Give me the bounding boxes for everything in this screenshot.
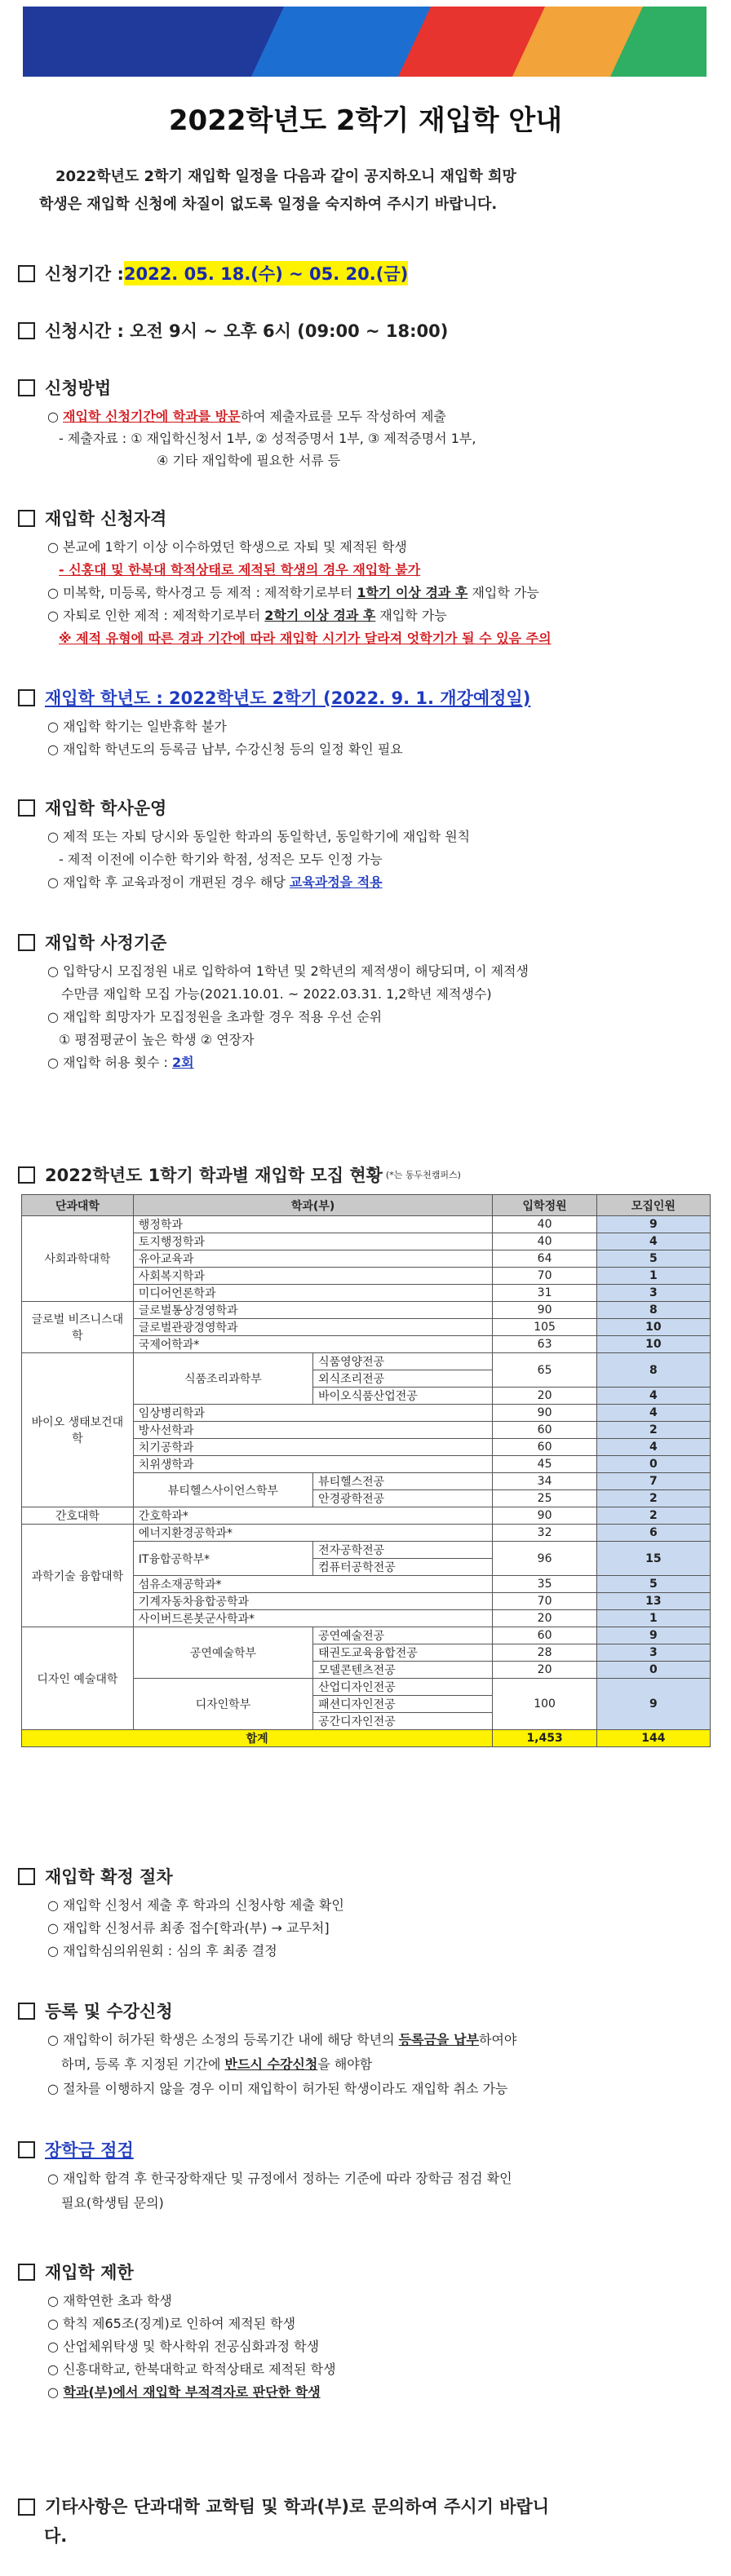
table-row: 글로벌 비즈니스대학 글로벌통상경영학과 90 8 bbox=[22, 1302, 711, 1319]
table-row: 패션디자인전공 bbox=[22, 1696, 711, 1713]
table-row: 섬유소재공학과* 35 5 bbox=[22, 1576, 711, 1593]
table-row: 간호대학 간호학과* 90 2 bbox=[22, 1507, 711, 1525]
table-row: 과학기술 융합대학 에너지환경공학과* 32 6 bbox=[22, 1525, 711, 1542]
section-apply-time: 신청시간 : 오전 9시 ~ 오후 6시 (09:00 ~ 18:00) bbox=[18, 318, 448, 343]
checkbox-icon bbox=[18, 689, 35, 706]
checkbox-icon bbox=[18, 799, 35, 817]
table-row: 국제어학과* 63 10 bbox=[22, 1336, 711, 1353]
section-confirm: 재입학 확정 절차 bbox=[18, 1864, 173, 1888]
checkbox-icon bbox=[18, 510, 35, 527]
table-row: 모델콘텐츠전공 20 0 bbox=[22, 1662, 711, 1679]
table-row: 기계자동차융합공학과 70 13 bbox=[22, 1593, 711, 1610]
table-row: 임상병리학과 90 4 bbox=[22, 1405, 711, 1422]
table-row: 토지행정학과 40 4 bbox=[22, 1233, 711, 1250]
checkbox-icon bbox=[18, 2003, 35, 2020]
section-register: 등록 및 수강신청 bbox=[18, 1998, 173, 2023]
table-row: 뷰티헬스사이언스학부 뷰티헬스전공 34 7 bbox=[22, 1473, 711, 1490]
section-limit: 재입학 제한 bbox=[18, 2260, 134, 2284]
checkbox-icon bbox=[18, 379, 35, 396]
checkbox-icon bbox=[18, 265, 35, 282]
table-total-row: 합계 1,453 144 bbox=[22, 1730, 711, 1747]
table-row: 바이오 생태보건대학 식품조리과학부 식품영양전공 65 8 bbox=[22, 1353, 711, 1370]
intro-text: 2022학년도 2학기 재입학 일정을 다음과 같이 공지하오니 재입학 희망 학생은 재입학 신청에 차질이 없도록 일정을 숙지하여 주시기 바랍니다. bbox=[39, 168, 516, 213]
table-row: 사회과학대학 행정학과 40 9 bbox=[22, 1216, 711, 1233]
section-scholarship: 장학금 점검 bbox=[18, 2137, 134, 2162]
table-row: 방사선학과 60 2 bbox=[22, 1422, 711, 1439]
method-line-1: ○ 재입학 신청기간에 학과를 방문하여 제출자료를 모두 작성하여 제출 bbox=[47, 409, 446, 424]
checkbox-icon bbox=[18, 1166, 35, 1184]
table-row: 사이버드론봇군사학과* 20 1 bbox=[22, 1610, 711, 1627]
table-row: 태권도교육융합전공 28 3 bbox=[22, 1644, 711, 1662]
notice-page: 2022학년도 2학기 재입학 안내 2022학년도 2학기 재입학 일정을 다음과 같이 공지하오니 재입학 희망 학생은 재입학 신청에 차질이 없도록 일정을 숙지하여 주시기 바랍니다. 신청기간 : 2022. 05. 18.(수) ~ 05. 20.(금) 신청시간 : 오전 9시 ~ 오후 6시 (09:00 ~ 18:00) 신청방법 ○ 재입학 신청기간에 학과를 방문하여 제출자료를 모두 작성하여 제출 - 제출자료 : ① 재입학신청서 1부, ② 성적증명서 1부, ③ 제적증명서 1부, ④ 기타 재입학에 필요한 서류 등 재입학 신청자격 ○ 본교에 1학기 이상 이수하였던 학생으로 자퇴 및 제적된 학생 - 신홍대 및 한북대 학적상태로 제적된 학생의 경우 재입학 불가 ○ 미복학, 미등록, 학사경고 등 제적 : 제적학기로부터 1학기 이상 경과 후 재입학 가능 ○ 자퇴로 인한 제적 : 제적학기로부터 2학기 이상 경과 후 재입학 가능 ※ 제적 유형에 따른 경과 기간에 따라 재입학 시기가 달라져 엇학기가 될 수 있음 주의 재입학 학년도 : 2022학년도 2학기 (2022. 9. 1. 개강예정일) ○ 재입학 학기는 일반휴학 불가 ○ 재입학 학년도의 등록금 납부, 수강신청 등의 일정 확인 필요 재입학 학사운영 ○ 제적 또는 자퇴 당시와 동일한 학과의 동일학년, 동일학기에 재입학 원칙 - 제적 이전에 이수한 학기와 학점, 성적은 모두 인정 가능 ○ 재입학 후 교육과정이 개편된 경우 해당 교육과정을 적용 재입학 사정기준 ○ 입학당시 모집정원 내로 입학하여 1학년 및 2학년의 제적생이 해당되며, 이 제적생 수만큼 재입학 모집 가능(2021.10.01. ~ 2022.03.31. 1,2학년 제적생수) ○ 재입학 희망자가 모집정원을 초과할 경우 적용 우선 순위 ① 평점평균이 높은 학생 ② 연장자 ○ 재입학 허용 횟수 : 2회 2022학년도 1학기 학과별 재입학 모집 현황 (*는 동두천캠퍼스) 단과대학 학과(부) 입학정원 모집인원 사회과학대학 행정학과 40 9 토지행정학과 40 4 유아교육과 64 5 사회복지학과 70 1 미디어언론학과 31 3 글로벌 비즈니스대학 글로벌통상경영학과 90 8 글로벌관광경영학과 105 10 국제어학과* 63 10 바이오 생태보건대학 식품조리과학부 식품영양전공 65 8 외식조리전공 바이오식품산업전공 20 4 임상병리학과 90 4 방사선학과 60 2 치기공학과 60 4 치위생학과 45 0 뷰티헬스사이언스학부 뷰티헬스전공 34 7 안경광학전공 25 2 간호대학 간호학과* 90 2 과학기술 융합대학 에너지환경공학과* 32 6 IT융합공학부* 전자공학전공 96 15 컴퓨터공학전공 섬유소재공학과* 35 5 기계자동차융합공학과 70 13 사이버드론봇군사학과* 20 1 디자인 예술대학 공연예술학부 공연예술전공 60 9 태권도교육융합전공 28 3 모델콘텐츠전공 20 0 디자인학부 산업디자인전공 100 9 패션디자인전공 공간디자인전공 합계 1,453 144 재입학 확정 절차 ○ 재입학 신청서 제출 후 학과의 신청사항 제출 확인 ○ 재입학 신청서류 최종 접수[학과(부) → 교무처] ○ 재입학심의위원회 : 심의 후 최종 결정 등록 및 수강신청 ○ 재입학이 허가된 학생은 소정의 등록기간 내에 해당 학년의 등록금을 납부하여야 하며, 등록 후 지정된 기간에 반드시 수강신청을 해야함 ○ 절차를 이행하지 않을 경우 이미 재입학이 허가된 학생이라도 재입학 취소 가능 장학금 점검 ○ 재입학 합격 후 한국장학재단 및 규정에서 정하는 기준에 따라 장학금 점검 확인 필요(학생팀 문의) 재입학 제한 ○ 재학연한 초과 학생 ○ 학칙 제65조(징계)로 인하여 제적된 학생 ○ 산업체위탁생 및 학사학위 전공심화과정 학생 ○ 신흥대학교, 한북대학교 학적상태로 제적된 학생 ○ 학과(부)에서 재입학 부적격자로 판단한 학생 기타사항은 단과대학 교학팀 및 학과(부)로 문의하여 주시기 바랍니 다. bbox=[0, 0, 731, 2576]
section-qualification: 재입학 신청자격 bbox=[18, 506, 166, 530]
section-year-term: 재입학 학년도 : 2022학년도 2학기 (2022. 9. 1. 개강예정일) bbox=[18, 685, 530, 710]
table-row: 디자인 예술대학 공연예술학부 공연예술전공 60 9 bbox=[22, 1627, 711, 1644]
section-method: 신청방법 bbox=[18, 375, 111, 400]
section-recruit-table: 2022학년도 1학기 학과별 재입학 모집 현황 (*는 동두천캠퍼스) bbox=[18, 1162, 461, 1187]
header-banner bbox=[23, 7, 707, 77]
table-row: 외식조리전공 bbox=[22, 1370, 711, 1388]
table-row: 치위생학과 45 0 bbox=[22, 1456, 711, 1473]
table-row: 유아교육과 64 5 bbox=[22, 1250, 711, 1268]
table-row: 글로벌관광경영학과 105 10 bbox=[22, 1319, 711, 1336]
table-row: 컴퓨터공학전공 bbox=[22, 1559, 711, 1576]
checkbox-icon bbox=[18, 934, 35, 951]
table-row: 안경광학전공 25 2 bbox=[22, 1490, 711, 1507]
checkbox-icon bbox=[18, 322, 35, 339]
page-title: 2022학년도 2학기 재입학 안내 bbox=[168, 104, 563, 137]
table-row: 바이오식품산업전공 20 4 bbox=[22, 1388, 711, 1405]
checkbox-icon bbox=[18, 2264, 35, 2281]
recruit-table bbox=[21, 1194, 711, 1747]
checkbox-icon bbox=[18, 2499, 35, 2516]
table-row: 공간디자인전공 bbox=[22, 1713, 711, 1730]
table-header-row: 단과대학 학과(부) 입학정원 모집인원 bbox=[22, 1195, 711, 1216]
footer-note: 기타사항은 단과대학 교학팀 및 학과(부)로 문의하여 주시기 바랍니 다. bbox=[18, 2492, 711, 2551]
checkbox-icon bbox=[18, 1868, 35, 1885]
table-row: 사회복지학과 70 1 bbox=[22, 1268, 711, 1285]
section-criteria: 재입학 사정기준 bbox=[18, 930, 166, 954]
table-row: IT융합공학부* 전자공학전공 96 15 bbox=[22, 1542, 711, 1559]
table-row: 치기공학과 60 4 bbox=[22, 1439, 711, 1456]
section-academic: 재입학 학사운영 bbox=[18, 795, 166, 820]
checkbox-icon bbox=[18, 2141, 35, 2158]
table-row: 디자인학부 산업디자인전공 100 9 bbox=[22, 1679, 711, 1696]
section-apply-period: 신청기간 : 2022. 05. 18.(수) ~ 05. 20.(금) bbox=[18, 261, 408, 285]
apply-period-value: 2022. 05. 18.(수) ~ 05. 20.(금) bbox=[124, 261, 408, 285]
table-row: 미디어언론학과 31 3 bbox=[22, 1285, 711, 1302]
